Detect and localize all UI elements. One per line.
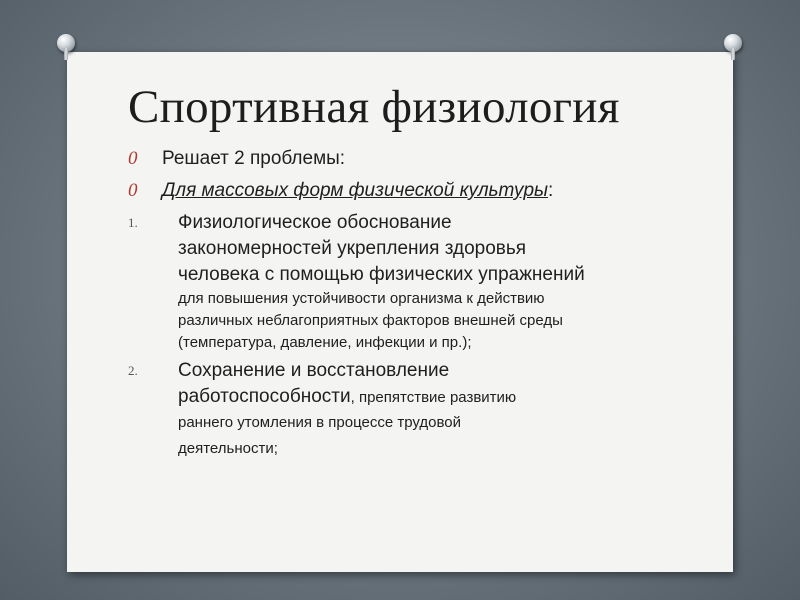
item-line: раннего утомления в процессе трудовой — [178, 414, 462, 431]
bullet-text: Решает 2 проблемы: — [162, 148, 346, 169]
numbered-item-body — [178, 210, 668, 354]
item-line: различных неблагоприятных факторов внешней среды — [178, 312, 563, 329]
bullet-text-underlined: Для массовых форм физической культуры — [162, 180, 549, 201]
bullet-suffix: : — [548, 180, 554, 201]
pushpin-right-icon — [724, 34, 742, 60]
item-line-part: работоспособности — [178, 386, 351, 407]
item-line: Сохранение и восстановление — [178, 360, 450, 381]
slide-title: Спортивная физиология — [128, 81, 620, 133]
item-line-mixed — [178, 384, 668, 410]
bullet-item-problems — [128, 148, 345, 170]
bullet-item-mass-forms — [128, 180, 553, 202]
numbered-marker: 1. — [128, 215, 138, 230]
item-line: закономерностей укрепления здоровья — [178, 238, 527, 259]
pushpin-left-icon — [57, 34, 75, 60]
numbered-item-body — [178, 358, 668, 462]
item-line: человека с помощью физических упражнений — [178, 264, 585, 285]
item-line: (температура, давление, инфекции и пр.); — [178, 334, 472, 351]
numbered-item-1 — [128, 210, 668, 354]
numbered-marker: 2. — [128, 363, 138, 378]
numbered-item-2 — [128, 358, 668, 462]
bullet-marker: 0 — [128, 180, 138, 201]
item-line: Физиологическое обоснование — [178, 212, 452, 233]
item-line: для повышения устойчивости организма к действию — [178, 290, 545, 307]
item-line: деятельности; — [178, 440, 278, 457]
bullet-marker: 0 — [128, 148, 138, 169]
item-line-part: , препятствие развитию — [350, 389, 517, 406]
